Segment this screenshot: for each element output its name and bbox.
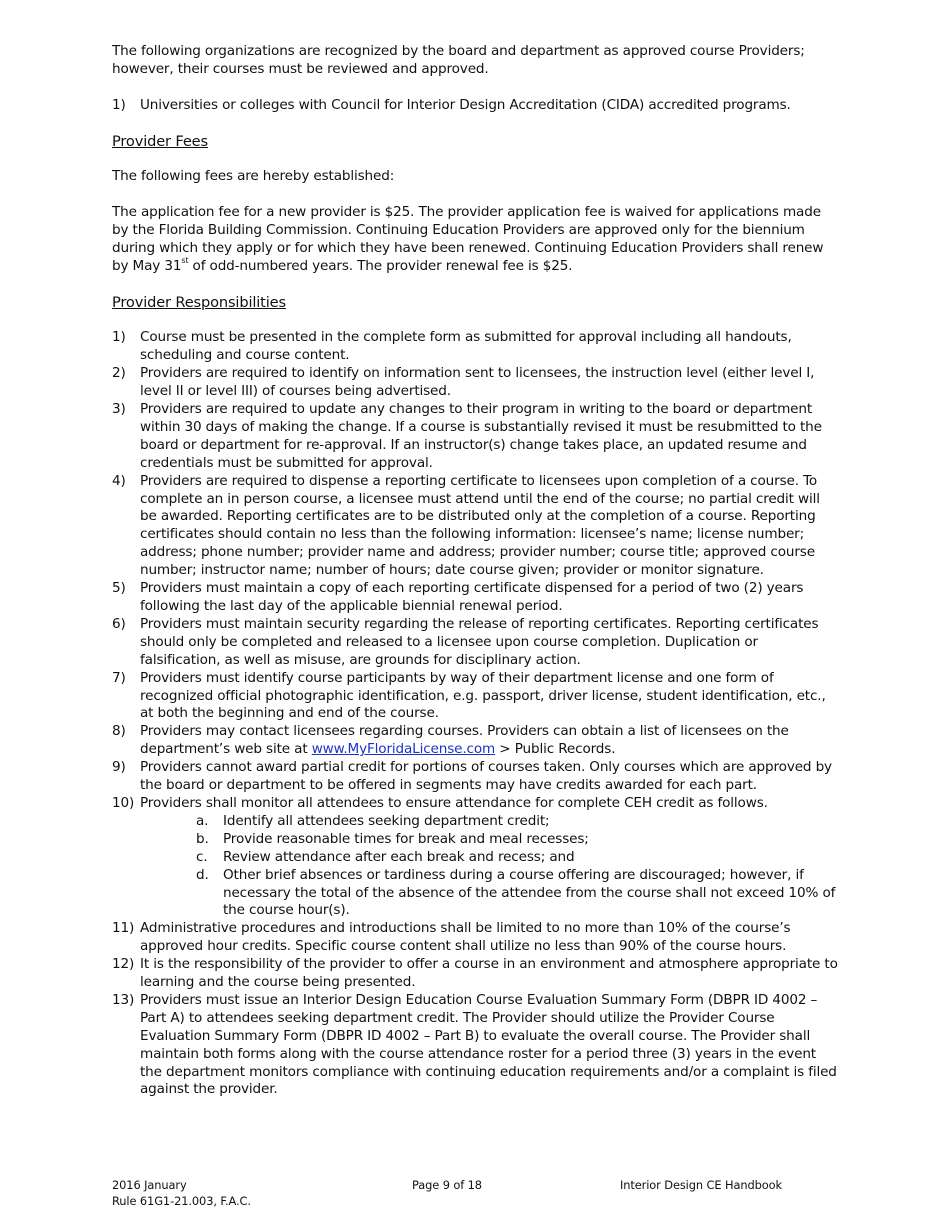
provider-responsibilities-heading: Provider Responsibilities [112, 293, 286, 311]
provider-fees-heading: Provider Fees [112, 132, 208, 150]
list-item: 7) Providers must identify course participants by way of their department license and one form of recognized official photographic identification, e.g. passport, driver license, student identification, etc., at both the beginning and end of the course. [112, 669, 826, 722]
list-item: 2) Providers are required to identify on information sent to licensees, the instruction level (either level I, level II or level III) of courses being advertised. [112, 365, 815, 400]
list-item: 4) Providers are required to dispense a reporting certificate to licensees upon completion of a course. To complete an in person course, a licensee must attend until the end of the course; no partial credit will be awarded. Reporting certificates are to be distributed only at the completion of a course. Reporting certificates should contain no less than the following information: licensee’s name; license number; address; phone number; provider name and address; provider number; course title; approved course number; instructor name; number of hours; date course given; provider or monitor signature. [112, 472, 820, 579]
list-item [112, 97, 840, 115]
page-content [112, 43, 840, 1099]
list-item: 11) Administrative procedures and introductions shall be limited to no more than 10% of the course’s approved hour credits. Specific course content shall utilize no less than 90% of the course hours. [112, 920, 791, 955]
list-item: 9) Providers cannot award partial credit for portions of courses taken. Only courses which are approved by the board or department to be offered in segments may have credits awarded for each part. [112, 759, 832, 794]
footer-rule: Rule 61G1-21.003, F.A.C. [112, 1194, 251, 1208]
list-number: 1) [112, 96, 126, 113]
list-item: 8) Providers may contact licensees regarding courses. Providers can obtain a list of licensees on the department’s web site at www.MyFloridaLicense.com > Public Records. [112, 723, 789, 758]
list-text: Universities or colleges with Council for Interior Design Accreditation (CIDA) accredited programs. [140, 96, 791, 113]
list-item: 5) Providers must maintain a copy of each reporting certificate dispensed for a period of two (2) years following the last day of the applicable biennial renewal period. [112, 580, 804, 614]
fees-intro: The following fees are hereby established: [112, 168, 395, 185]
sub-list [196, 813, 840, 920]
list-item: 12) It is the responsibility of the provider to offer a course in an environment and atmosphere appropriate to learning and the course being presented. [112, 956, 838, 991]
list-item: 13) Providers must issue an Interior Design Education Course Evaluation Summary Form (DBPR ID 4002 – Part A) to attendees seeking department credit. The Provider should utilize the Provider Course Evaluation Summary Form (DBPR ID 4002 – Part B) to evaluate the overall course. The Provider shall maintain both forms along with the course attendance roster for a period three (3) years in the event the department monitors compliance with continuing education requirements and/or a complaint is filed against the provider. [112, 991, 837, 1098]
myfloridalicense-link[interactable]: www.MyFloridaLicense.com [311, 741, 496, 758]
sub-list-item: b. Provide reasonable times for break and meal recesses; [196, 830, 589, 847]
footer-date: 2016 January [112, 1178, 187, 1192]
footer-left [112, 1177, 251, 1209]
list-item: 3) Providers are required to update any changes to their program in writing to the board or department within 30 days of making the change. If a course is substantially revised it must be resubmitted to the board or department for re-approval. If an instructor(s) change takes place, an updated resume and credentials must be submitted for approval. [112, 401, 822, 471]
sub-list-item: c. Review attendance after each break and recess; and [196, 848, 575, 865]
superscript: st [181, 256, 189, 266]
list-item: 10) Providers shall monitor all attendees to ensure attendance for complete CEH credit as follows. [112, 794, 768, 811]
list-item: 6) Providers must maintain security regarding the release of reporting certificates. Reporting certificates should only be completed and released to a licensee upon course completion. Duplication or falsification, as well as misuse, are grounds for disciplinary action. [112, 615, 819, 668]
list-item: 1) Course must be presented in the complete form as submitted for approval including all handouts, scheduling and course content. [112, 329, 792, 364]
footer-title: Interior Design CE Handbook [620, 1178, 782, 1192]
intro-paragraph: The following organizations are recognized by the board and department as approved course Providers; however, their courses must be reviewed and approved. [112, 43, 805, 77]
fees-paragraph: The application fee for a new provider is $25. The provider application fee is waived for applications made by the Florida Building Commission. Continuing Education Providers are approved only for the biennium during which they apply or for which they have been renewed. Continuing Education Providers shall renew by May 31st of odd-numbered years. The provider renewal fee is $25. [112, 204, 824, 274]
page-number: Page 9 of 18 [412, 1178, 482, 1192]
sub-list-item: d. Other brief absences or tardiness during a course offering are discouraged; however, if necessary the total of the absence of the attendee from the course shall not exceed 10% of the course hour(s). [196, 866, 836, 919]
sub-list-item: a. Identify all attendees seeking department credit; [196, 812, 550, 829]
